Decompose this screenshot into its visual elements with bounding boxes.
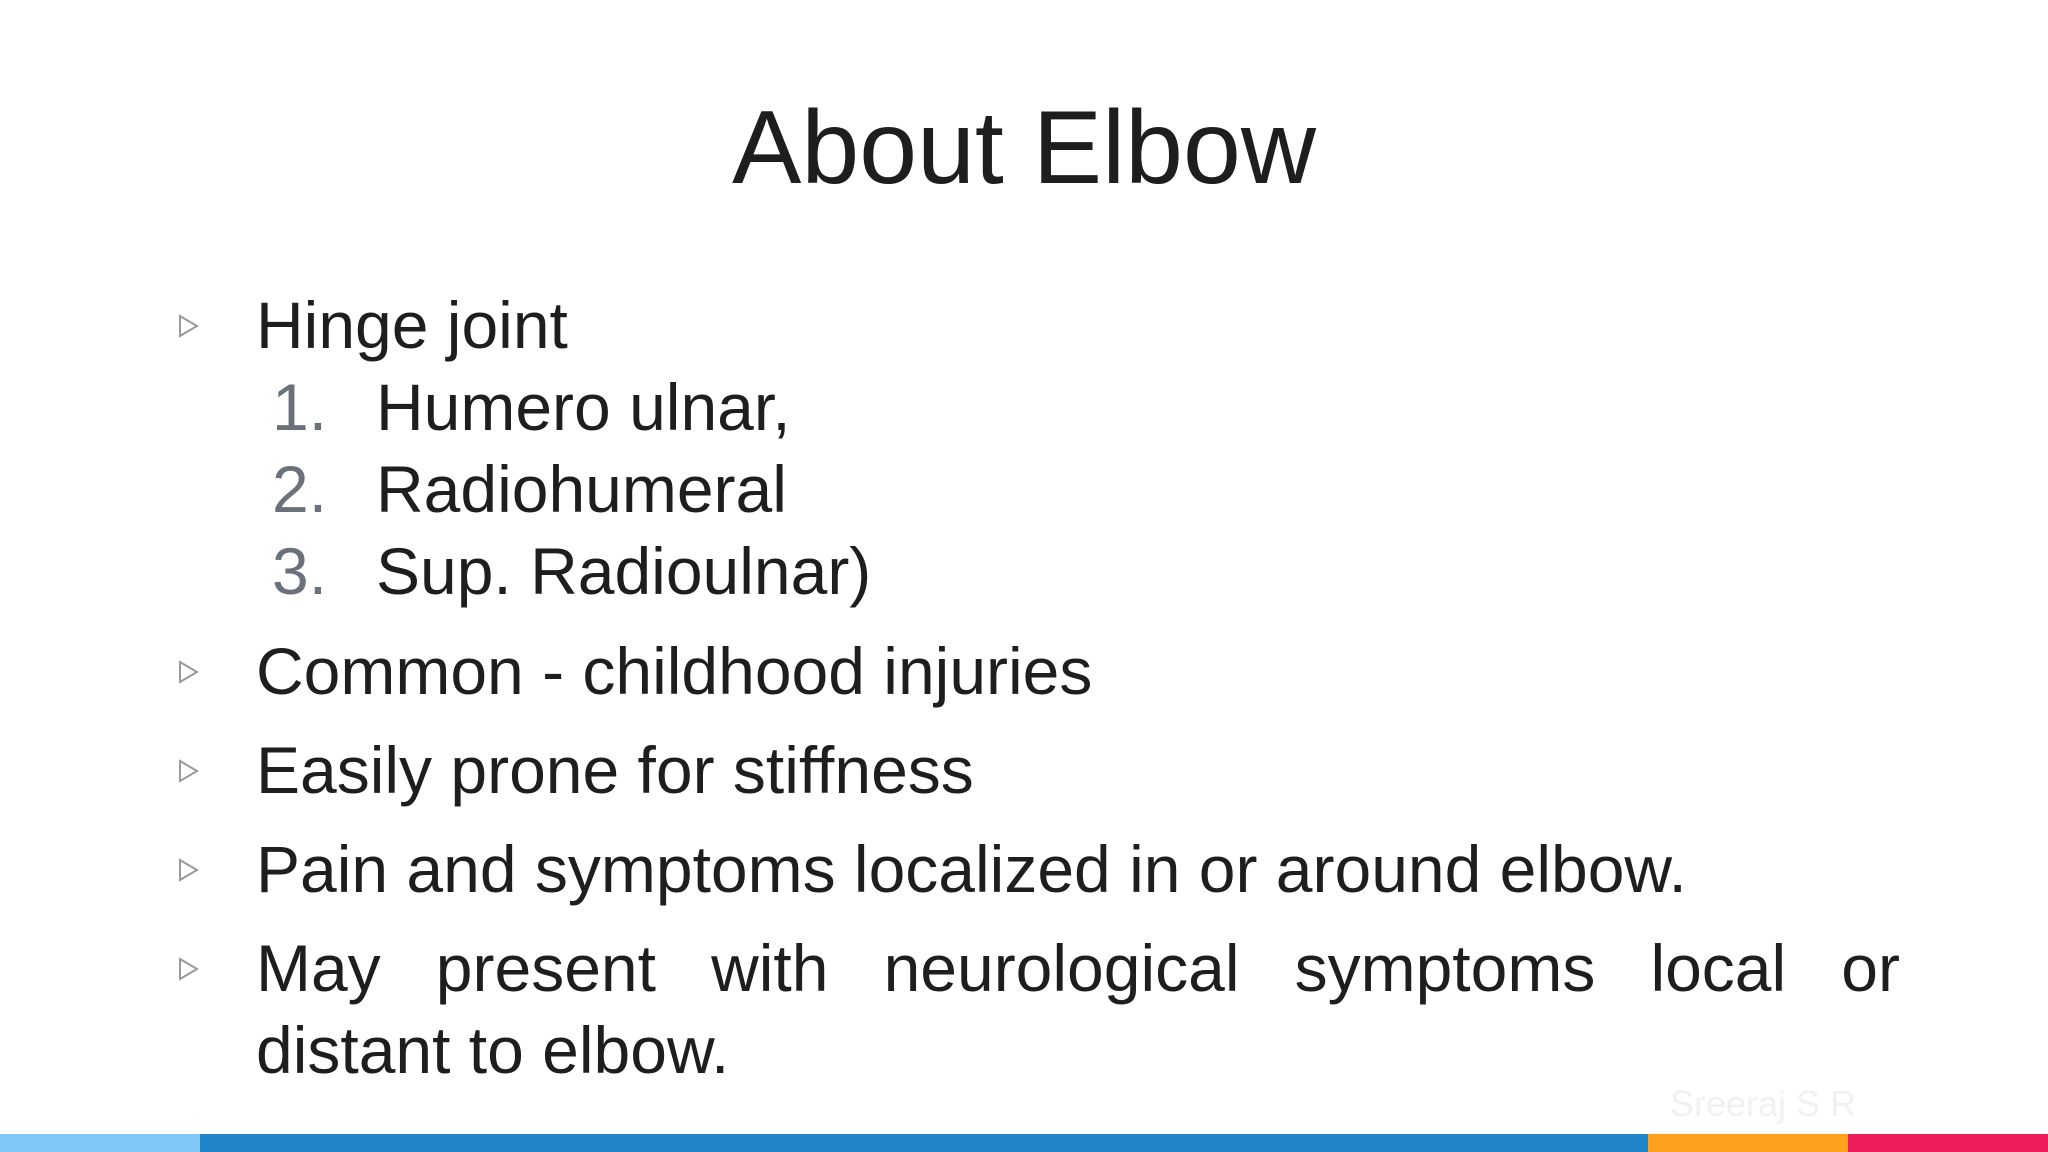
bullet-text-line-1: May present with neurological symptoms local or: [256, 931, 1900, 1005]
footer-segment-light-blue: [0, 1134, 200, 1152]
bullet-common-injuries: [256, 630, 1900, 712]
triangle-bullet-icon: [178, 284, 208, 366]
bullet-text: Pain and symptoms localized in or around elbow.: [256, 832, 1687, 906]
triangle-bullet-icon: [178, 828, 208, 910]
sublist-number: 2.: [272, 452, 328, 526]
bullet-neurological: [256, 927, 1900, 1091]
bullet-stiffness: [256, 729, 1900, 811]
bullet-text-line-2: distant to elbow.: [256, 1013, 730, 1087]
footer-color-bar: [0, 1134, 2048, 1152]
footer-segment-orange: [1648, 1134, 1848, 1152]
triangle-bullet-icon: [178, 729, 208, 811]
footer-segment-blue: [200, 1134, 1648, 1152]
sublist-text: Humero ulnar,: [376, 370, 791, 444]
author-watermark: Sreeraj S R: [1670, 1083, 1857, 1124]
slide-title: About Elbow: [732, 90, 1316, 206]
bullet-text: Common - childhood injuries: [256, 634, 1093, 708]
bullet-pain-symptoms: [256, 828, 1900, 910]
footer-segment-pink: [1848, 1134, 2048, 1152]
sublist-number: 1.: [272, 370, 328, 444]
bullet-hinge-joint: [256, 284, 1900, 366]
sublist-text: Radiohumeral: [376, 452, 787, 526]
triangle-bullet-icon: [178, 927, 208, 1009]
sublist-text: Sup. Radioulnar): [376, 534, 872, 608]
bullet-text: Easily prone for stiffness: [256, 733, 974, 807]
bullet-text: Hinge joint: [256, 288, 568, 362]
sublist-number: 3.: [272, 534, 328, 608]
triangle-bullet-icon: [178, 630, 208, 712]
